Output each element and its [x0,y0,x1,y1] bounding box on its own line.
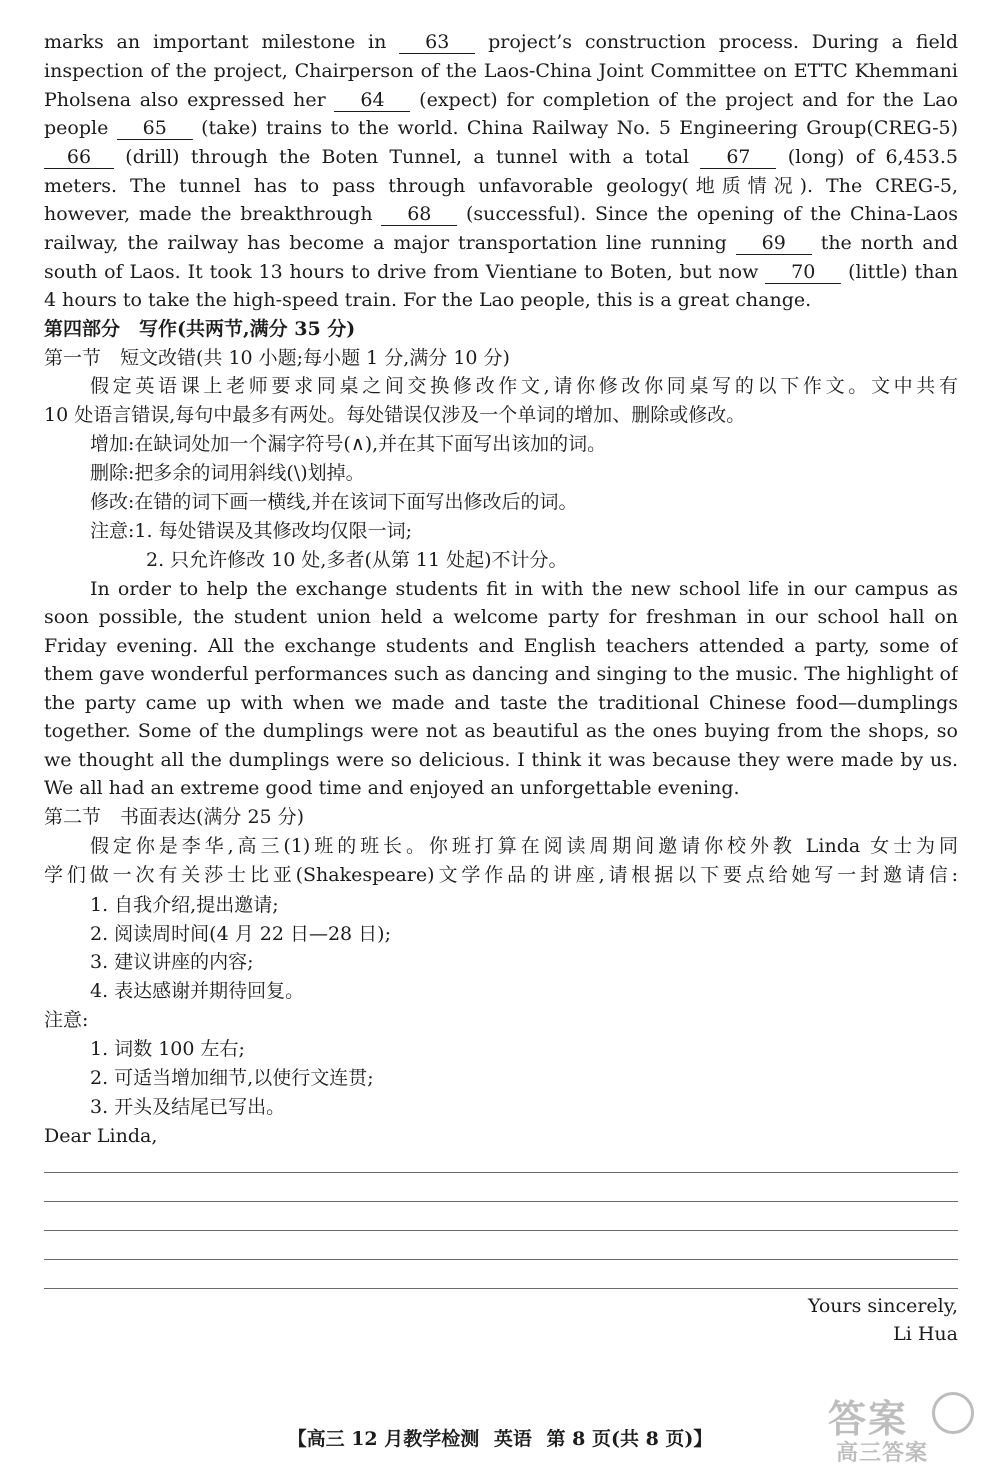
passage-line-10 [44,286,958,315]
salutation: Dear Linda, [44,1125,158,1147]
essay-line-6: together. Some of the dumplings were not as beautiful as the ones buying from the shops, so [44,720,958,742]
closing: Yours sincerely, [807,1295,958,1317]
blank-65: 65 [117,117,193,140]
point-2: 2. 阅读周时间(4 月 22 日—28 日); [90,923,391,945]
passage-text: (successful). Since the opening of the China-Laos [457,203,958,225]
blank-68: 68 [381,203,457,226]
blank-66: 66 [44,146,114,169]
passage-text: however, made the breakthrough [44,203,382,225]
note-2: 2. 只允许修改 10 处,多者(从第 11 处起)不计分。 [146,549,568,571]
rule-delete: 删除:把多余的词用斜线(\)划掉。 [90,462,365,484]
watermark-text: 答案 [828,1397,909,1441]
writing-line [44,1172,958,1173]
notes-item-3: 3. 开头及结尾已写出。 [90,1096,286,1118]
blank-63: 63 [399,31,475,54]
passage-line-5 [44,143,958,172]
essay-line-7: we thought all the dumplings were so delicious. I think it was because they were made by us. [44,749,958,771]
passage-text: the north and [811,232,958,254]
passage-text: Pholsena also expressed her [44,89,335,111]
essay-line-2: soon possible, the student union held a welcome party for freshman in our school hall on [44,606,958,628]
notes-label: 注意: [44,1009,89,1031]
footer-exam: 【高三 12 月教学检测 [287,1428,480,1450]
blank-70: 70 [765,261,841,284]
section1-instruction-1: 假定英语课上老师要求同桌之间交换修改作文,请你修改你同桌写的以下作文。文中共有 [90,375,958,397]
passage-text: (little) than [841,261,958,283]
part4-heading: 第四部分 写作(共两节,满分 35 分) [44,318,356,340]
blank-69: 69 [736,232,812,255]
rule-add: 增加:在缺词处加一个漏字符号(∧),并在其下面写出该加的词。 [90,433,607,455]
essay-line-3: Friday evening. All the exchange students and English teachers attended a party, some of [44,635,958,657]
passage-text: marks an important milestone in [44,31,400,53]
passage-line-7 [44,200,958,229]
passage-text: 4 hours to take the high-speed train. For the Lao people, this is a great change. [44,289,812,311]
passage-text: (long) of 6,453.5 [776,146,958,168]
passage-line-2 [44,57,958,86]
point-3: 3. 建议讲座的内容; [90,951,254,973]
notes-item-2: 2. 可适当增加细节,以使行文连贯; [90,1067,374,1089]
passage-text: meters. The tunnel has to pass through unfavorable geology(地质情况). The CREG-5, [44,175,958,197]
note-1: 注意:1. 每处错误及其修改均仅限一词; [90,520,412,542]
footer-page: 第 8 页(共 8 页)】 [546,1428,713,1450]
rule-modify: 修改:在错的词下画一横线,并在该词下面写出修改后的词。 [90,491,578,513]
passage-text: people [44,117,117,139]
passage-line-1 [44,28,958,57]
point-1: 1. 自我介绍,提出邀请; [90,894,279,916]
essay-line-8: We all had an extreme good time and enjoyed an unforgettable evening. [44,777,740,799]
passage-text: (take) trains to the world. China Railway No. 5 Engineering Group(CREG-5) [192,117,958,139]
notes-item-1: 1. 词数 100 左右; [90,1038,245,1060]
writing-line [44,1259,958,1260]
essay-line-1: In order to help the exchange students fit in with the new school life in our campus as [90,578,958,600]
watermark-seal-icon [932,1392,974,1434]
section1-heading: 第一节 短文改错(共 10 小题;每小题 1 分,满分 10 分) [44,347,510,369]
watermark-subtext: 高三答案 [836,1441,929,1466]
passage-text: project’s construction process. During a field [475,31,958,53]
passage-line-4 [44,114,958,143]
passage-line-9 [44,258,958,287]
passage-line-8 [44,229,958,258]
passage-text: railway, the railway has become a major transportation line running [44,232,736,254]
passage-text: south of Laos. It took 13 hours to drive from Vientiane to Boten, but now [44,261,766,283]
section2-heading: 第二节 书面表达(满分 25 分) [44,806,305,828]
writing-line [44,1201,958,1202]
signature: Li Hua [893,1323,958,1345]
writing-line [44,1288,958,1289]
essay-line-4: them gave wonderful performances such as dancing and singing to the music. The highlight of [44,663,958,685]
section2-task-1: 假定你是李华,高三(1)班的班长。你班打算在阅读周期间邀请你校外教 Linda 女士为同 [90,835,958,857]
passage-text: (drill) through the Boten Tunnel, a tunnel with a total [114,146,701,168]
passage-text: inspection of the project, Chairperson of the Laos-China Joint Committee on ETTC Khemmani [44,60,958,82]
section2-task-2: 学们做一次有关莎士比亚(Shakespeare)文学作品的讲座,请根据以下要点给她写一封邀请信: [44,864,958,886]
blank-64: 64 [334,89,410,112]
point-4: 4. 表达感谢并期待回复。 [90,980,305,1002]
watermark-logo [828,1388,968,1468]
blank-67: 67 [700,146,776,169]
section1-instruction-2: 10 处语言错误,每句中最多有两处。每处错误仅涉及一个单词的增加、删除或修改。 [44,404,746,426]
footer-subject: 英语 [493,1428,532,1450]
passage-line-6 [44,172,958,201]
essay-line-5: the party came up with when we made and taste the traditional Chinese food—dumplings [44,692,958,714]
passage-text: (expect) for completion of the project and for the Lao [410,89,958,111]
passage-line-3 [44,86,958,115]
writing-line [44,1230,958,1231]
